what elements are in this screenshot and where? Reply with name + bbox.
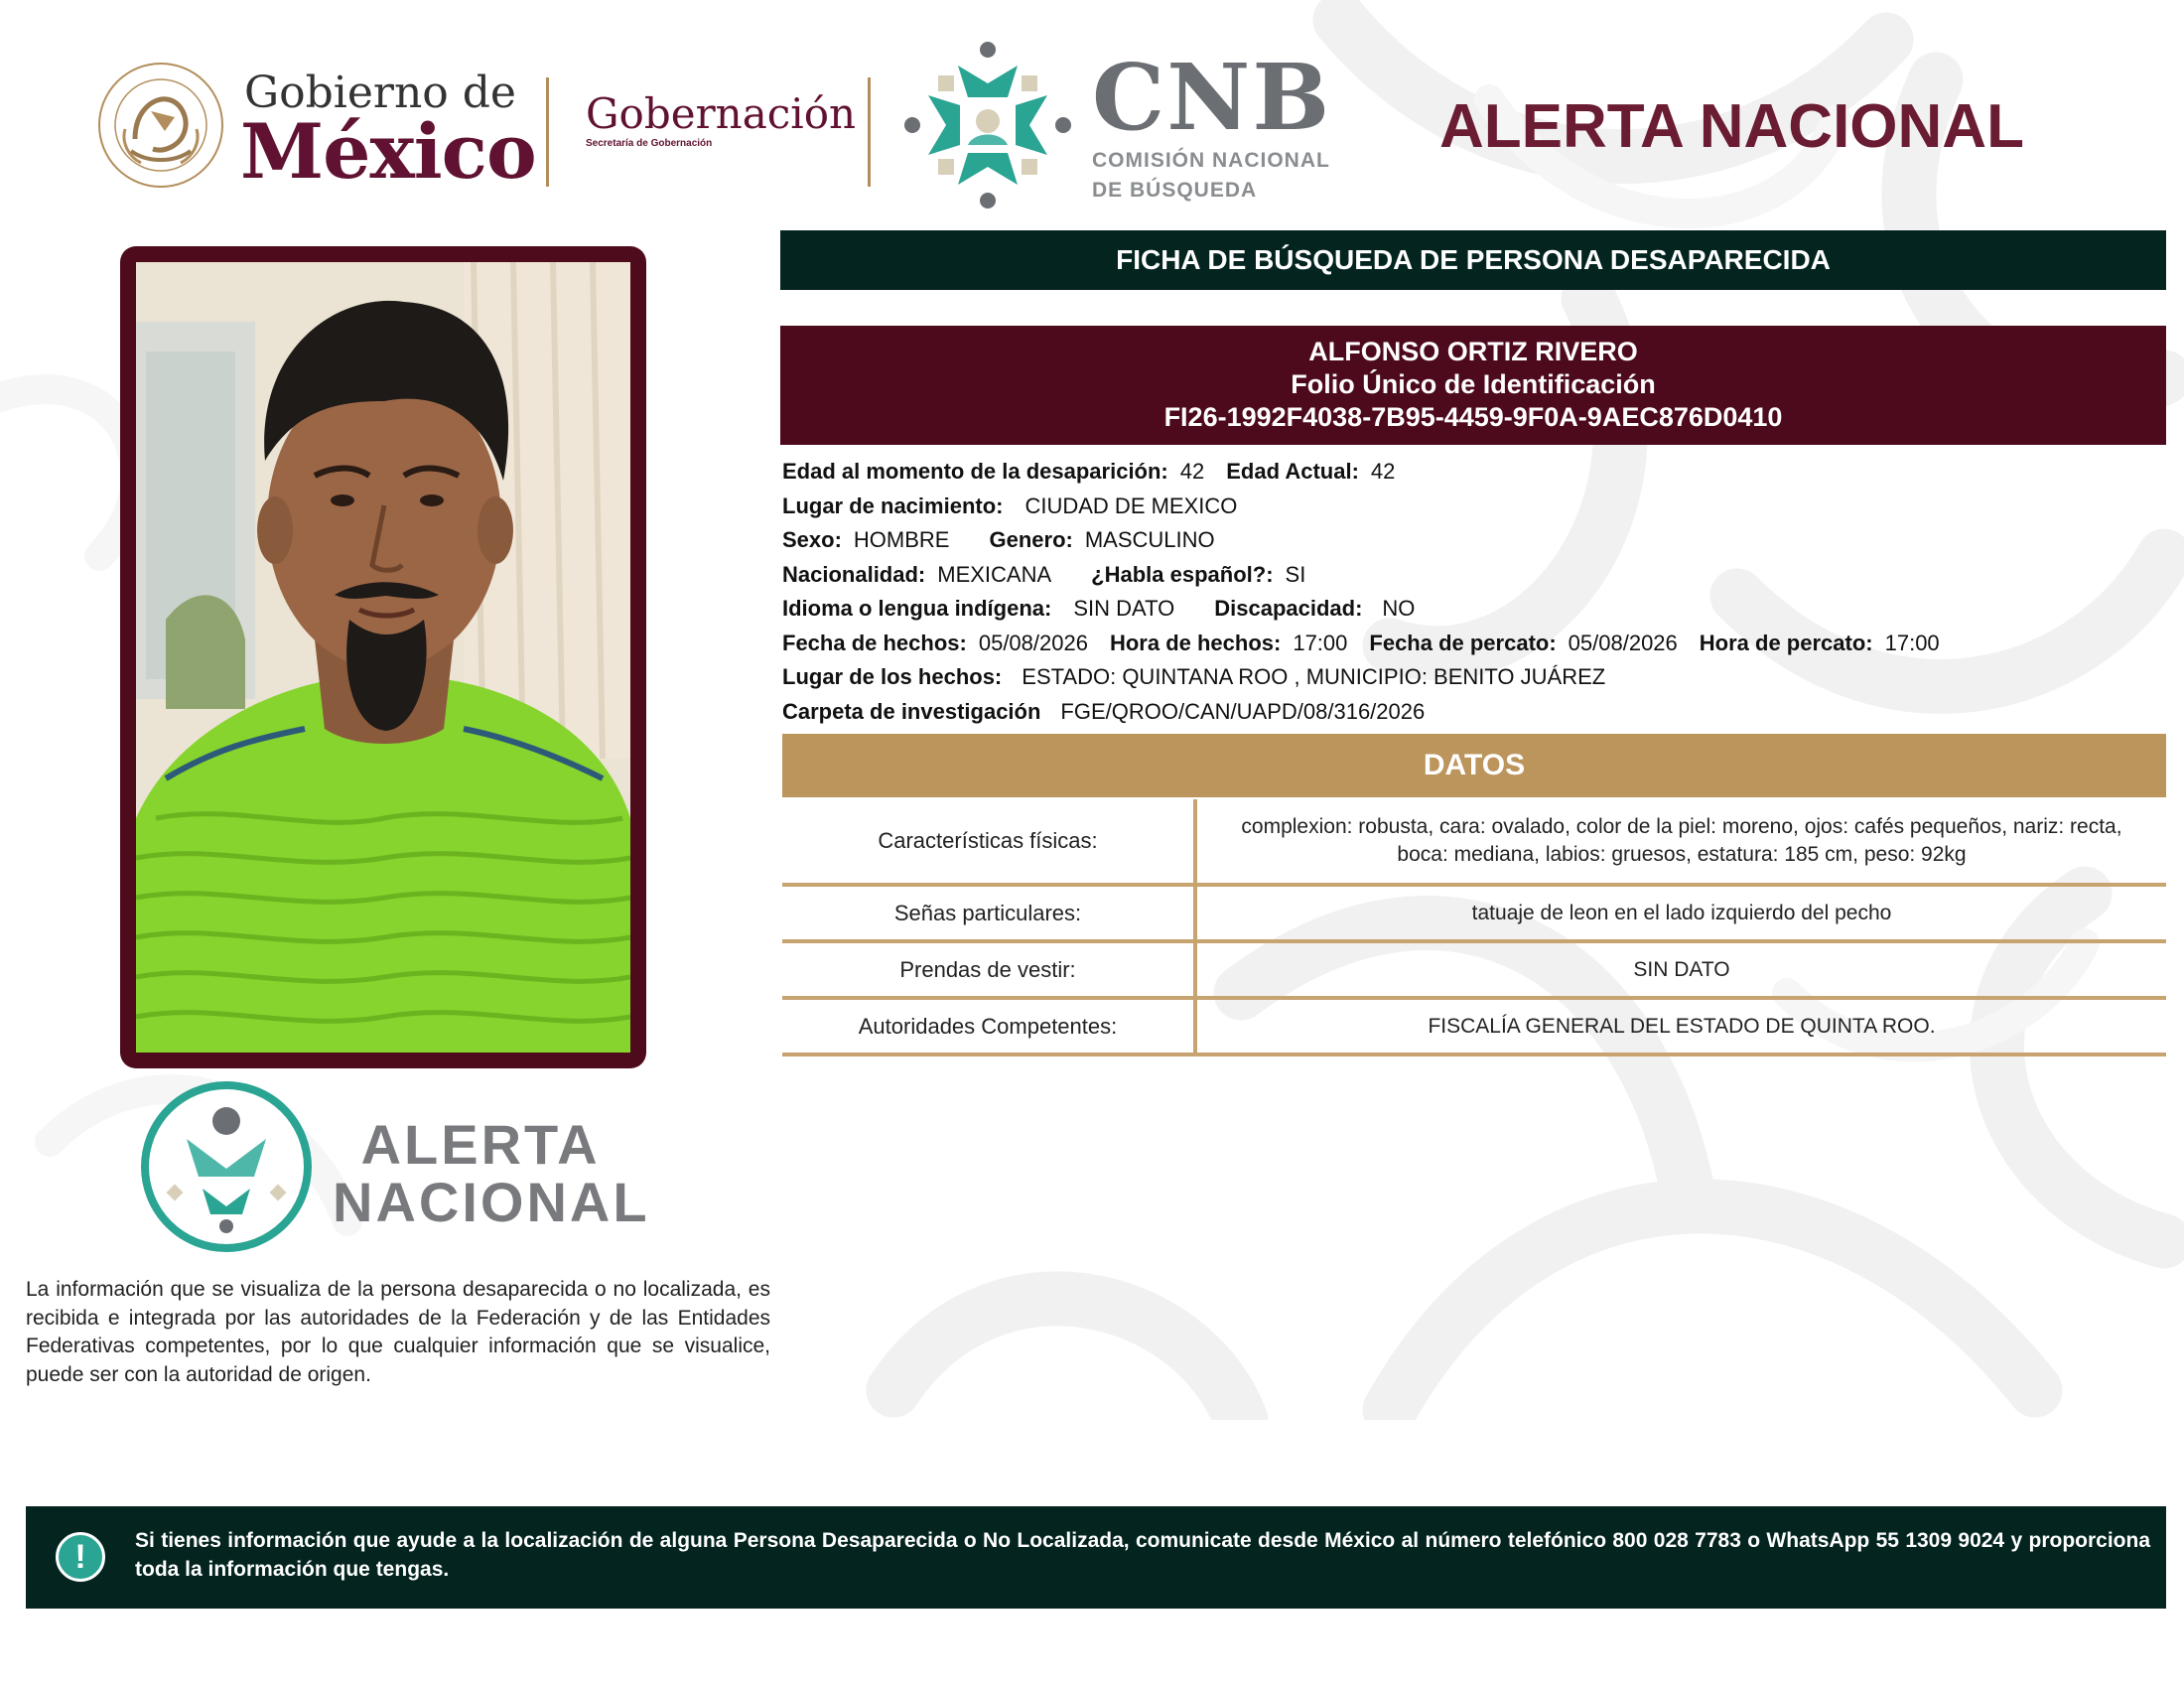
alerta-nacional-emblem-icon — [137, 1077, 316, 1256]
info-row-nacionalidad — [782, 558, 1940, 593]
cnb-logo-text — [1092, 44, 1332, 203]
datos-value: SIN DATO — [1633, 957, 1730, 981]
disclaimer-text: La información que se visualiza de la persona desaparecida o no localizada, es recibida e integrada por las autoridades de la Federación y de las Entidades Federativas competentes, por lo que cualquier información que se visualice, puede ser con la autoridad de origen. — [26, 1278, 770, 1386]
habla-espanol-label: ¿Habla español?: — [1091, 561, 1274, 587]
carpeta-label: Carpeta de investigación — [782, 698, 1041, 724]
alerta-nacional-title: ALERTA NACIONAL — [1439, 92, 2024, 161]
header-divider — [868, 77, 871, 187]
person-name-box — [780, 326, 2166, 445]
cnb-subtitle-2: DE BÚSQUEDA — [1092, 179, 1258, 202]
hora-percato-label: Hora de percato: — [1699, 630, 1873, 655]
info-row-edad — [782, 455, 1940, 490]
contact-footer — [26, 1506, 2166, 1609]
fecha-hechos-value: 05/08/2026 — [978, 630, 1088, 655]
exclamation-icon: ! — [56, 1532, 105, 1582]
lugar-nacimiento-value: CIUDAD DE MEXICO — [1024, 492, 1238, 518]
table-row — [782, 887, 2166, 943]
datos-title-bar: DATOS — [782, 734, 2166, 797]
idioma-label: Idioma o lengua indígena: — [782, 596, 1052, 621]
cnb-subtitle-1: COMISIÓN NACIONAL — [1092, 149, 1330, 172]
person-name: ALFONSO ORTIZ RIVERO — [1308, 337, 1638, 366]
datos-value: complexion: robusta, cara: ovalado, color de la piel: moreno, ojos: cafés pequeños, nariz: recta, boca: mediana, labios: gruesos, estatura: 185 cm, peso: 92kg — [1241, 815, 2122, 866]
genero-value: MASCULINO — [1084, 527, 1215, 552]
alerta-nacional-logo-text — [333, 1113, 650, 1233]
fecha-percato-value: 05/08/2026 — [1568, 630, 1678, 655]
nacionalidad-label: Nacionalidad: — [782, 561, 926, 587]
gobierno-de-text: Gobierno de — [244, 68, 516, 118]
edad-desaparicion-value: 42 — [1179, 459, 1205, 484]
folio-value: FI26-1992F4038-7B95-4459-9F0A-9AEC876D0410 — [1163, 402, 1783, 432]
person-info — [782, 455, 1940, 729]
datos-label: Señas particulares: — [782, 887, 1197, 939]
datos-value: tatuaje de leon en el lado izquierdo del pecho — [1471, 901, 1892, 924]
table-row — [782, 1000, 2166, 1056]
lugar-nacimiento-label: Lugar de nacimiento: — [782, 492, 1004, 518]
fecha-hechos-label: Fecha de hechos: — [782, 630, 967, 655]
folio-label: Folio Único de Identificación — [1291, 369, 1656, 399]
datos-label: Autoridades Competentes: — [782, 1000, 1197, 1053]
info-row-idioma — [782, 592, 1940, 627]
edad-actual-value: 42 — [1370, 459, 1396, 484]
fecha-percato-label: Fecha de percato: — [1369, 630, 1557, 655]
datos-value: FISCALÍA GENERAL DEL ESTADO DE QUINTA ROO. — [1428, 1014, 1936, 1038]
lugar-hechos-label: Lugar de los hechos: — [782, 664, 1003, 689]
alerta-logo-line2: NACIONAL — [333, 1171, 650, 1233]
nacionalidad-value: MEXICANA — [937, 561, 1052, 587]
header-divider — [546, 77, 549, 187]
datos-label: Prendas de vestir: — [782, 943, 1197, 996]
cnb-title: CNB — [1092, 44, 1332, 151]
person-photo — [136, 262, 630, 1053]
gobierno-de-mexico-logo — [89, 58, 536, 197]
footer-text: Si tienes información que ayude a la localización de alguna Persona Desaparecida o No Localizada, comunicate desde México al número telefónico 800 028 7783 o WhatsApp 55 1309 9024 y proporciona toda la información que tengas. — [135, 1529, 2150, 1581]
table-row — [782, 799, 2166, 887]
hora-percato-value: 17:00 — [1884, 630, 1940, 655]
sexo-label: Sexo: — [782, 527, 842, 552]
genero-label: Genero: — [989, 527, 1073, 552]
info-row-nacimiento — [782, 490, 1940, 524]
carpeta-value: FGE/QROO/CAN/UAPD/08/316/2026 — [1060, 698, 1426, 724]
edad-actual-label: Edad Actual: — [1226, 459, 1359, 484]
info-row-carpeta — [782, 695, 1940, 730]
habla-espanol-value: SI — [1285, 561, 1306, 587]
sexo-value: HOMBRE — [853, 527, 950, 552]
gobernacion-logo — [586, 89, 856, 149]
photo-frame — [120, 246, 646, 1068]
cnb-emblem-icon — [898, 36, 1077, 214]
discapacidad-value: NO — [1382, 596, 1416, 621]
gobernacion-subtext: Secretaría de Gobernación — [586, 138, 713, 149]
info-row-fechas — [782, 627, 1940, 661]
edad-desaparicion-label: Edad al momento de la desaparición: — [782, 459, 1168, 484]
alerta-logo-line1: ALERTA — [360, 1113, 601, 1176]
info-row-sexo — [782, 523, 1940, 558]
hora-hechos-value: 17:00 — [1293, 630, 1348, 655]
info-row-lugar-hechos — [782, 660, 1940, 695]
ficha-title-bar: FICHA DE BÚSQUEDA DE PERSONA DESAPARECIDA — [780, 230, 2166, 290]
idioma-value: SIN DATO — [1073, 596, 1175, 621]
mexico-text: México — [240, 107, 536, 196]
discapacidad-label: Discapacidad: — [1214, 596, 1363, 621]
hora-hechos-label: Hora de hechos: — [1109, 630, 1282, 655]
datos-label: Características físicas: — [782, 799, 1197, 883]
lugar-hechos-value: ESTADO: QUINTANA ROO , MUNICIPIO: BENITO JUÁREZ — [1022, 664, 1606, 689]
datos-table — [782, 799, 2166, 1056]
table-row — [782, 943, 2166, 1000]
gobernacion-text: Gobernación — [586, 89, 857, 138]
national-seal-icon — [95, 60, 226, 191]
